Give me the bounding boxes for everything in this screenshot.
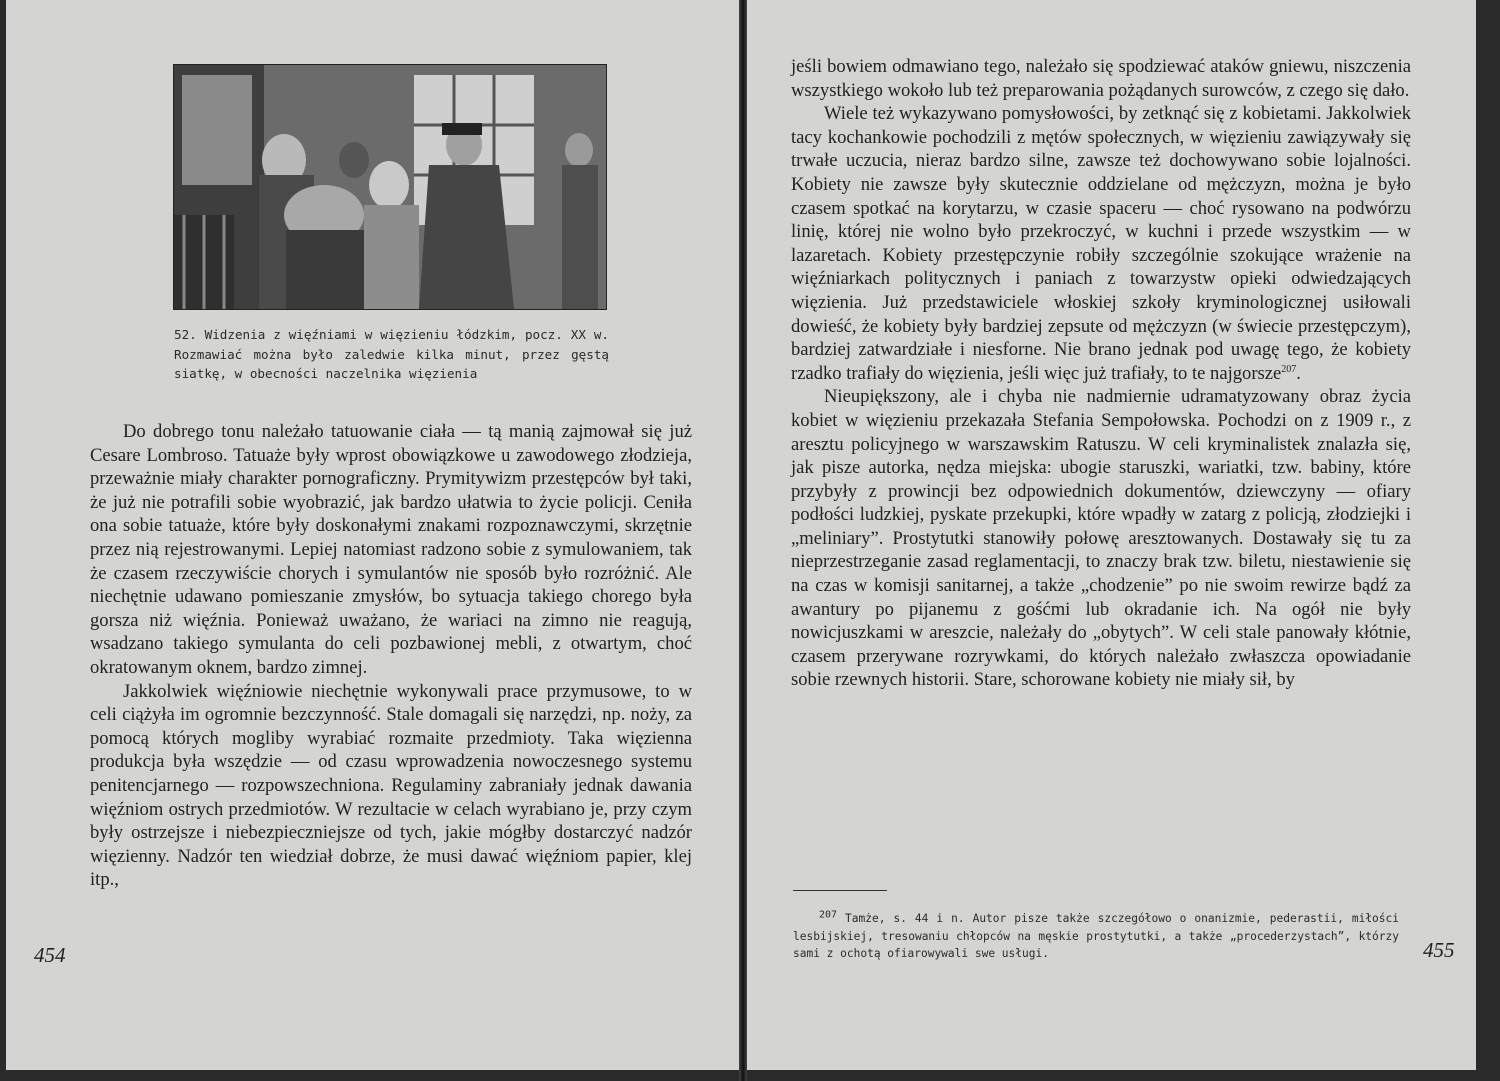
- footnote-number: 207: [819, 909, 838, 921]
- paragraph: Nieupiększony, ale i chyba nie nadmiernie udramatyzowany obraz życia kobiet w więzieniu przekazała Stefania Sempołowska. Pochodzi on z 1909 r., z aresztu policyjnego w warszawskim Ratuszu. W celi kryminalistek znalazła się, jak pisze autorka, nędza miejska: ubogie staruszki, wariatki, tzw. babiny, które przybyły z prowincji bez odpowiednich dokumentów, dziewczyny — ofiary podłości ludzkiej, pyskate przekupki, które wpadły w zatarg z policją, złodziejki i „meliniary”. Prostytutki stanowiły połowę aresztowanych. Dostawały się tu za nieprzestrzeganie zasad reglamentacji, to znaczy brak tzw. biletu, niestawienie się na czas w komisji sanitarnej, a także „chodzenie” po nie swoim rewirze bądź za awantury po pijanemu z gośćmi lub okradanie ich. Na ogół nie były nowicjuszkami w areszcie, należały do „obytych”. W celi stale panowały kłótnie, czasem przerywane rozrywkami, do których należało zwłaszcza opowiadanie sobie rzewnych historii. Stare, schorowane kobiety nie miały sił, by: [791, 386, 1411, 691]
- right-body-text: [791, 55, 1411, 692]
- paragraph: [791, 102, 1411, 385]
- left-page: [6, 0, 739, 1070]
- paragraph: Jakkolwiek więźniowie niechętnie wykonywali prace przymusowe, to w celi ciążyła im ogromnie bezczynność. Stale domagali się narzędzi, np. noży, za pomocą których mogliby wyrabiać rozmaite przedmioty. Taka więzienna produkcja była wszędzie — od czasu wprowadzenia nowoczesnego systemu penitencjarnego — rozpowszechniona. Regulaminy zabraniały jednak dawania więźniom ostrych przedmiotów. W rezultacie w celach wyrabiano je, przy czym były ostrzejsze i niebezpieczniejsze od tych, jakie mógłby dostarczyć nadzór więzienny. Nadzór ten wiedział dobrze, że musi dawać więźniom papier, klej itp.,: [90, 680, 692, 891]
- book-gutter: [739, 0, 747, 1081]
- footnote-separator: [793, 890, 887, 891]
- paragraph-text: Wiele też wykazywano pomysłowości, by zetknąć się z kobietami. Jakkolwiek tacy kochankowie pochodzili z mętów społecznych, w więzieniu zawiązywały się trwałe uczucia, nieraz bardzo silne, zawsze też dochowywano sobie lojalności. Kobiety nie zawsze były skutecznie oddzielane od mężczyzn, można je było czasem spotkać na korytarzu, w czasie spaceru — choć rysowano na podwórzu linię, której nie wolno było przekroczyć, w kuchni i przede wszystkim — w lazaretach. Kobiety przestępczynie robiły szczególnie szokujące wrażenie na więźniarkach politycznych i paniach z towarzystw opieki odwiedzających więzienia. Już przedstawiciele włoskiej szkoły kryminologicznej usiłowali dowieść, że kobiety były bardziej zepsute od mężczyzn (w świecie przestępczym), bardziej zatwardziałe i niesforne. Nie brano jednak pod uwagę tego, że kobiety rzadko trafiały do więzienia, jeśli więc już trafiały, to te najgorsze: [791, 103, 1411, 384]
- right-page: [747, 0, 1476, 1070]
- footnote-reference: 207: [1281, 363, 1297, 375]
- paragraph: Do dobrego tonu należało tatuowanie ciała — tą manią zajmował się już Cesare Lombroso. Tatuaże były wprost obowiązkowe u zawodowego złodzieja, przeważnie miały charakter pornograficzny. Prymitywizm przestępców był taki, że już nie potrafili sobie wyobrazić, jak bardzo ułatwia to życie policji. Ceniła ona sobie tatuaże, które były doskonałymi znakami rozpoznawczymi, skrzętnie przez nią rejestrowanymi. Lepiej natomiast radzono sobie z symulowaniem, tak że czasem rzeczywiście chorych i symulantów nie sposób było rozróżnić. Ale niechętnie udawano pomieszanie zmysłów, bo sytuacja takiego chorego była gorsza niż więźnia. Ponieważ uważano, że wariaci na zimno nie reagują, wsadzano takiego symulanta do celi pozbawionej mebli, z otwartym, choć okratowanym oknem, bardzo zimnej.: [90, 421, 692, 678]
- photo-illustration: [174, 65, 606, 309]
- page-number: 455: [1423, 938, 1455, 962]
- figure-caption: 52. Widzenia z więźniami w więzieniu łódzkim, pocz. XX w. Rozmawiać można było zaledwie kilka minut, przez gęstą siatkę, w obecności naczelnika więzienia: [174, 327, 609, 381]
- footnote: [793, 910, 1399, 963]
- left-body-text: [90, 420, 692, 892]
- footnote-text: Tamże, s. 44 i n. Autor pisze także szczegółowo o onanizmie, pederastii, miłości lesbijskiej, tresowaniu chłopców na męskie prostytutki, a także „procederzystach”, którzy sami z ochotą ofiarowywali swe usługi.: [793, 912, 1399, 960]
- paragraph-end: .: [1296, 362, 1301, 384]
- paragraph: jeśli bowiem odmawiano tego, należało się spodziewać ataków gniewu, niszczenia wszystkiego wokoło lub też preparowania pożądanych surowców, z czego się dało.: [791, 56, 1411, 101]
- prison-visit-photo: [173, 64, 607, 310]
- page-number: 454: [34, 943, 66, 967]
